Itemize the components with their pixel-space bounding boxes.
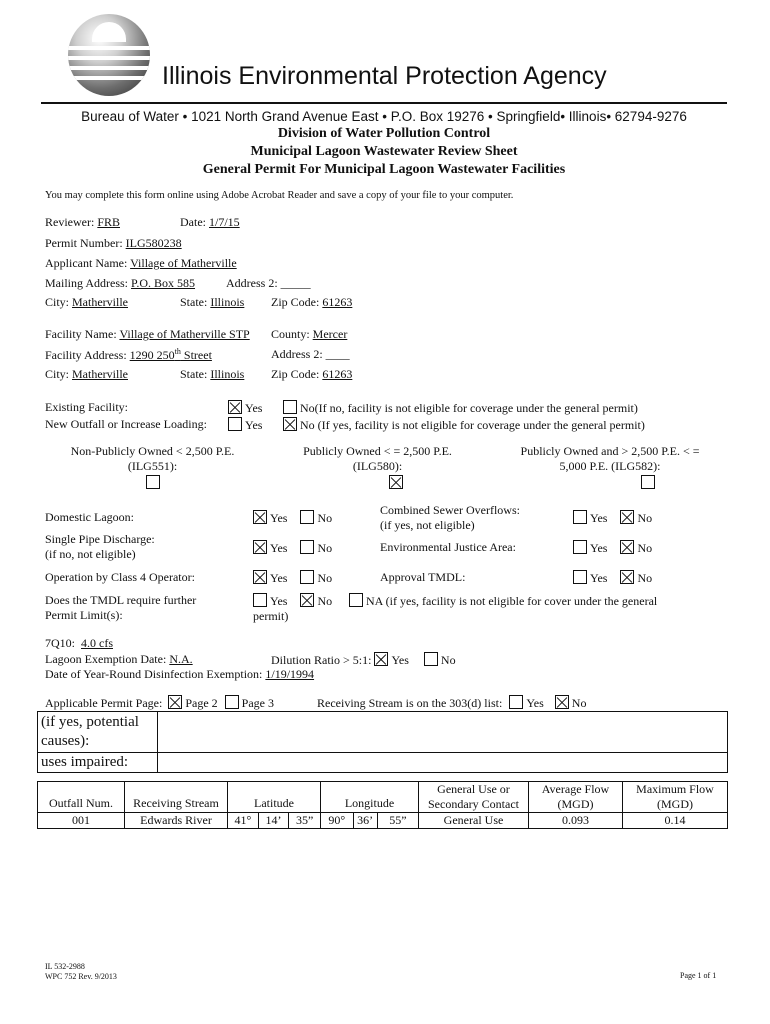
- receiving-stream-cell[interactable]: Edwards River: [125, 813, 228, 829]
- latitude-cell: [228, 813, 321, 829]
- ej-no-checkbox[interactable]: [620, 540, 634, 554]
- permit-title: General Permit For Municipal Lagoon Wastewater Facilities: [202, 162, 566, 177]
- existing-facility-label: Existing Facility:: [45, 400, 128, 414]
- address-line: Bureau of Water • 1021 North Grand Avenue East • P.O. Box 19276 • Springfield• Illinois• 62794-9276: [81, 109, 687, 124]
- mailing-address2-value[interactable]: _____: [280, 276, 311, 290]
- cso-no-checkbox[interactable]: [620, 510, 634, 524]
- tmdl-further-label: Does the TMDL require further Permit Limit(s):: [45, 593, 197, 622]
- new-outfall-no-checkbox[interactable]: [283, 417, 297, 431]
- applicant-zip-value[interactable]: 61263: [322, 295, 353, 309]
- permit-number-value[interactable]: ILG580238: [125, 236, 182, 250]
- maximum-flow-cell[interactable]: 0.14: [623, 813, 728, 829]
- new-outfall-yes-option: Yes: [228, 417, 262, 433]
- mailing-address-value[interactable]: P.O. Box 585: [131, 276, 196, 290]
- header-stream: Receiving Stream: [125, 782, 228, 813]
- lon-degrees[interactable]: 90°: [321, 813, 353, 828]
- header-latitude: Latitude: [228, 782, 321, 813]
- reviewer-field: Reviewer: FRB: [45, 215, 120, 229]
- dilution-yes-checkbox[interactable]: [374, 652, 388, 666]
- ilg580-checkbox[interactable]: [389, 475, 403, 489]
- exemption-date-field: Lagoon Exemption Date: N.A.: [45, 652, 193, 666]
- applicant-state-value[interactable]: Illinois: [210, 295, 245, 309]
- domestic-lagoon-label: Domestic Lagoon:: [45, 510, 134, 524]
- q710-value[interactable]: 4.0 cfs: [81, 636, 113, 650]
- mailing-address-field: Mailing Address: P.O. Box 585: [45, 276, 196, 290]
- tmdl-further-options: Yes No: [253, 593, 332, 609]
- date-value[interactable]: 1/7/15: [209, 215, 240, 229]
- page3-checkbox[interactable]: [225, 695, 239, 709]
- potential-causes-input[interactable]: [158, 712, 728, 753]
- header-use: General Use or Secondary Contact: [419, 782, 529, 813]
- form-note: You may complete this form online using Adobe Acrobat Reader and save a copy of your file to your computer.: [45, 190, 514, 201]
- lat-degrees[interactable]: 41°: [228, 813, 258, 828]
- dilution-ratio-field: Dilution Ratio > 5:1: Yes No: [271, 653, 456, 667]
- header-longitude: Longitude: [321, 782, 419, 813]
- disinfection-value[interactable]: 1/19/1994: [265, 667, 315, 681]
- domestic-lagoon-options: Yes No: [253, 510, 332, 526]
- facility-address-value[interactable]: 1290 250th Street: [129, 347, 212, 362]
- dilution-no-checkbox[interactable]: [424, 652, 438, 666]
- header-rule: [41, 102, 727, 104]
- ownership-ilg551: Non-Publicly Owned < 2,500 P.E. (ILG551):: [70, 444, 235, 473]
- impairment-table: [37, 711, 728, 773]
- county-value[interactable]: Mercer: [312, 327, 348, 341]
- header-avg-flow: Average Flow (MGD): [529, 782, 623, 813]
- new-outfall-no-option: No (If yes, facility is not eligible for coverage under the general permit): [283, 417, 645, 433]
- applicant-city-value[interactable]: Matherville: [72, 295, 128, 309]
- lon-seconds[interactable]: 55”: [389, 813, 407, 827]
- ej-label: Environmental Justice Area:: [380, 540, 516, 554]
- average-flow-cell[interactable]: 0.093: [529, 813, 623, 829]
- existing-no-option: No(If no, facility is not eligible for coverage under the general permit): [283, 400, 638, 416]
- facility-state-value[interactable]: Illinois: [210, 367, 245, 381]
- cso-yes-checkbox[interactable]: [573, 510, 587, 524]
- applicant-city-field: City: Matherville: [45, 295, 128, 309]
- single-pipe-label: Single Pipe Discharge: (if no, not eligible): [45, 532, 155, 561]
- applicable-permit-page-field: Applicable Permit Page: Page 2 Page 3: [45, 696, 274, 710]
- form-id: IL 532-2988 WPC 752 Rev. 9/2013: [45, 962, 117, 981]
- agency-title: Illinois Environmental Protection Agency: [162, 62, 607, 90]
- facility-address-field: Facility Address: 1290 250th Street: [45, 347, 212, 362]
- tmdl-na-checkbox[interactable]: [349, 593, 363, 607]
- single-pipe-options: Yes No: [253, 540, 332, 556]
- page-number: Page 1 of 1: [680, 971, 717, 980]
- facility-state-field: State: Illinois: [180, 367, 245, 381]
- tmdl-na-option: NA (if yes, facility is not eligible for cover under the general: [349, 593, 657, 609]
- county-field: County: Mercer: [271, 327, 348, 341]
- iepa-logo: [68, 14, 150, 96]
- header-outfall: Outfall Num.: [38, 782, 125, 813]
- cso-label: Combined Sewer Overflows: (if yes, not eligible): [380, 503, 520, 532]
- ilg582-checkbox[interactable]: [641, 475, 655, 489]
- approval-tmdl-yes-checkbox[interactable]: [573, 570, 587, 584]
- approval-tmdl-no-checkbox[interactable]: [620, 570, 634, 584]
- 303d-yes-checkbox[interactable]: [509, 695, 523, 709]
- applicant-name-field: Applicant Name: Village of Matherville: [45, 256, 237, 270]
- mailing-address2-field: Address 2: _____: [226, 276, 311, 290]
- facility-address2-value[interactable]: ____: [325, 347, 350, 361]
- approval-tmdl-label: Approval TMDL:: [380, 570, 466, 584]
- reviewer-value[interactable]: FRB: [97, 215, 120, 229]
- single-pipe-yes-checkbox[interactable]: [253, 540, 267, 554]
- applicant-state-field: State: Illinois: [180, 295, 245, 309]
- sheet-title: Municipal Lagoon Wastewater Review Sheet: [250, 144, 518, 159]
- single-pipe-no-checkbox[interactable]: [300, 540, 314, 554]
- class4-label: Operation by Class 4 Operator:: [45, 570, 195, 584]
- facility-name-value[interactable]: Village of Matherville STP: [119, 327, 250, 341]
- ownership-ilg580: Publicly Owned < = 2,500 P.E. (ILG580):: [303, 444, 452, 473]
- facility-address2-field: Address 2: ____: [271, 347, 350, 361]
- facility-city-field: City: Matherville: [45, 367, 128, 381]
- 303d-no-checkbox[interactable]: [555, 695, 569, 709]
- lat-minutes[interactable]: 14’: [258, 813, 288, 828]
- disinfection-field: Date of Year-Round Disinfection Exemption: 1/19/1994: [45, 667, 315, 681]
- date-field: Date: 1/7/15: [180, 215, 240, 229]
- uses-impaired-label: uses impaired:: [38, 753, 158, 773]
- new-outfall-yes-checkbox[interactable]: [228, 417, 242, 431]
- outfall-num-cell[interactable]: 001: [38, 813, 125, 829]
- facility-zip-field: Zip Code: 61263: [271, 367, 353, 381]
- ilg551-checkbox[interactable]: [146, 475, 160, 489]
- tmdl-further-yes-checkbox[interactable]: [253, 593, 267, 607]
- page2-checkbox[interactable]: [168, 695, 182, 709]
- 303d-list-field: Receiving Stream is on the 303(d) list: Yes No: [317, 696, 587, 710]
- tmdl-permit-text: permit): [253, 609, 289, 623]
- cso-options: Yes No: [573, 510, 652, 526]
- q710-field: 7Q10: 4.0 cfs: [45, 636, 113, 650]
- ownership-ilg582: Publicly Owned and > 2,500 P.E. < = 5,000 P.E. (ILG582):: [520, 444, 700, 473]
- class4-options: Yes No: [253, 570, 332, 586]
- class4-no-checkbox[interactable]: [300, 570, 314, 584]
- ej-options: Yes No: [573, 540, 652, 556]
- existing-yes-checkbox[interactable]: [228, 400, 242, 414]
- permit-number-field: Permit Number: ILG580238: [45, 236, 182, 250]
- domestic-lagoon-yes-checkbox[interactable]: [253, 510, 267, 524]
- facility-name-field: Facility Name: Village of Matherville STP: [45, 327, 250, 341]
- exemption-date-value[interactable]: N.A.: [169, 652, 193, 666]
- lat-seconds[interactable]: 35”: [295, 813, 314, 827]
- uses-impaired-input[interactable]: [158, 753, 728, 773]
- lon-minutes[interactable]: 36’: [353, 813, 377, 828]
- ej-yes-checkbox[interactable]: [573, 540, 587, 554]
- applicant-zip-field: Zip Code: 61263: [271, 295, 353, 309]
- existing-yes-option: Yes: [228, 400, 262, 416]
- facility-zip-value[interactable]: 61263: [322, 367, 353, 381]
- applicant-name-value[interactable]: Village of Matherville: [130, 256, 237, 270]
- domestic-lagoon-no-checkbox[interactable]: [300, 510, 314, 524]
- new-outfall-label: New Outfall or Increase Loading:: [45, 417, 207, 431]
- class4-yes-checkbox[interactable]: [253, 570, 267, 584]
- potential-causes-label: (if yes, potential causes):: [38, 712, 158, 753]
- approval-tmdl-options: Yes No: [573, 570, 652, 586]
- division-title: Division of Water Pollution Control: [277, 126, 491, 141]
- general-use-cell[interactable]: General Use: [419, 813, 529, 829]
- longitude-cell: [321, 813, 419, 829]
- facility-city-value[interactable]: Matherville: [72, 367, 128, 381]
- header-max-flow: Maximum Flow (MGD): [623, 782, 728, 813]
- existing-no-checkbox[interactable]: [283, 400, 297, 414]
- tmdl-further-no-checkbox[interactable]: [300, 593, 314, 607]
- outfall-table: [37, 781, 728, 829]
